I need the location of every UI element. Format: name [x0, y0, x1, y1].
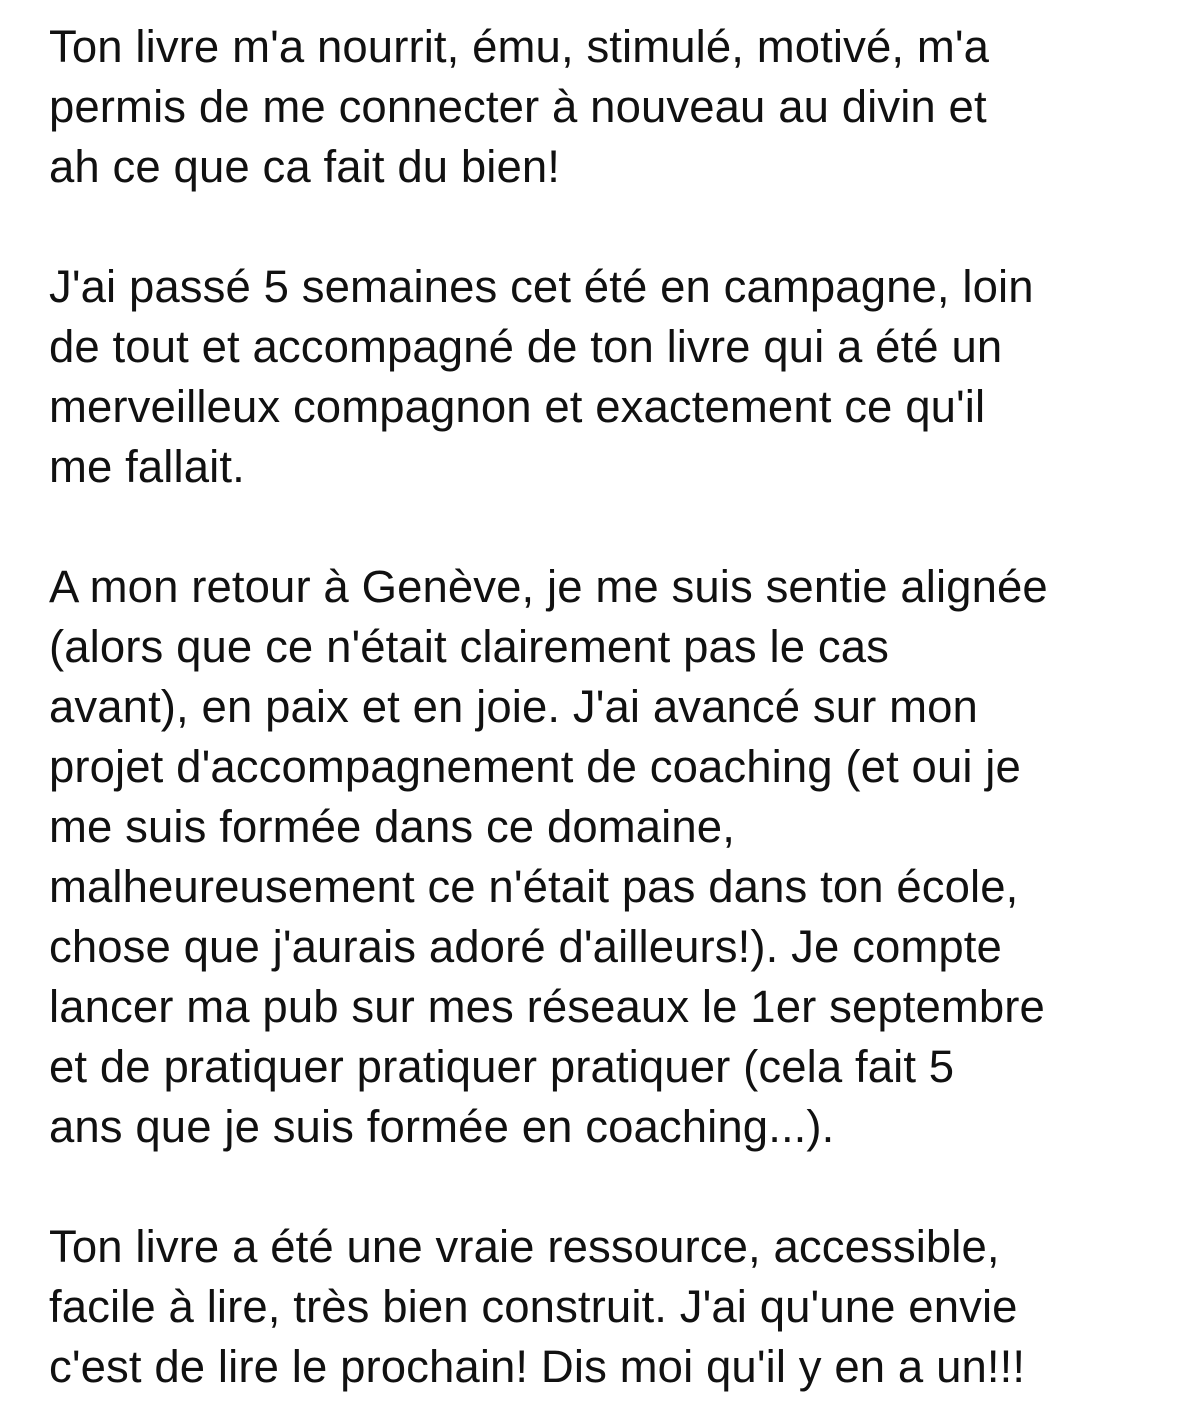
text-line: merveilleux compagnon et exactement ce qu'il [49, 381, 986, 432]
paragraph-gap [49, 497, 1149, 557]
text-line: ans que je suis formée en coaching...). [49, 1101, 835, 1152]
paragraph-2 [49, 257, 1149, 497]
paragraph-gap [49, 1157, 1149, 1217]
text-line: chose que j'aurais adoré d'ailleurs!). Je compte [49, 921, 1002, 972]
text-line: ah ce que ca fait du bien! [49, 141, 561, 192]
text-line: permis de me connecter à nouveau au divin et [49, 81, 987, 132]
paragraph-4 [49, 1217, 1149, 1397]
text-line: c'est de lire le prochain! Dis moi qu'il y en a un!!! [49, 1341, 1026, 1392]
text-line: me suis formée dans ce domaine, [49, 801, 735, 852]
text-line: de tout et accompagné de ton livre qui a été un [49, 321, 1003, 372]
text-line: avant), en paix et en joie. J'ai avancé sur mon [49, 681, 978, 732]
text-line: projet d'accompagnement de coaching (et oui je [49, 741, 1021, 792]
text-line: Ton livre a été une vraie ressource, accessible, [49, 1221, 1000, 1272]
paragraph-gap [49, 197, 1149, 257]
text-line: Ton livre m'a nourrit, ému, stimulé, motivé, m'a [49, 21, 990, 72]
message-body [49, 17, 1149, 1397]
paragraph-1 [49, 17, 1149, 197]
text-line: et de pratiquer pratiquer pratiquer (cela fait 5 [49, 1041, 955, 1092]
text-line: me fallait. [49, 441, 245, 492]
text-line: A mon retour à Genève, je me suis sentie alignée [49, 561, 1048, 612]
text-line: facile à lire, très bien construit. J'ai qu'une envie [49, 1281, 1018, 1332]
text-line: malheureusement ce n'était pas dans ton école, [49, 861, 1019, 912]
paragraph-3 [49, 557, 1149, 1157]
text-line: J'ai passé 5 semaines cet été en campagne, loin [49, 261, 1034, 312]
text-line: (alors que ce n'était clairement pas le cas [49, 621, 889, 672]
text-line: lancer ma pub sur mes réseaux le 1er septembre [49, 981, 1045, 1032]
